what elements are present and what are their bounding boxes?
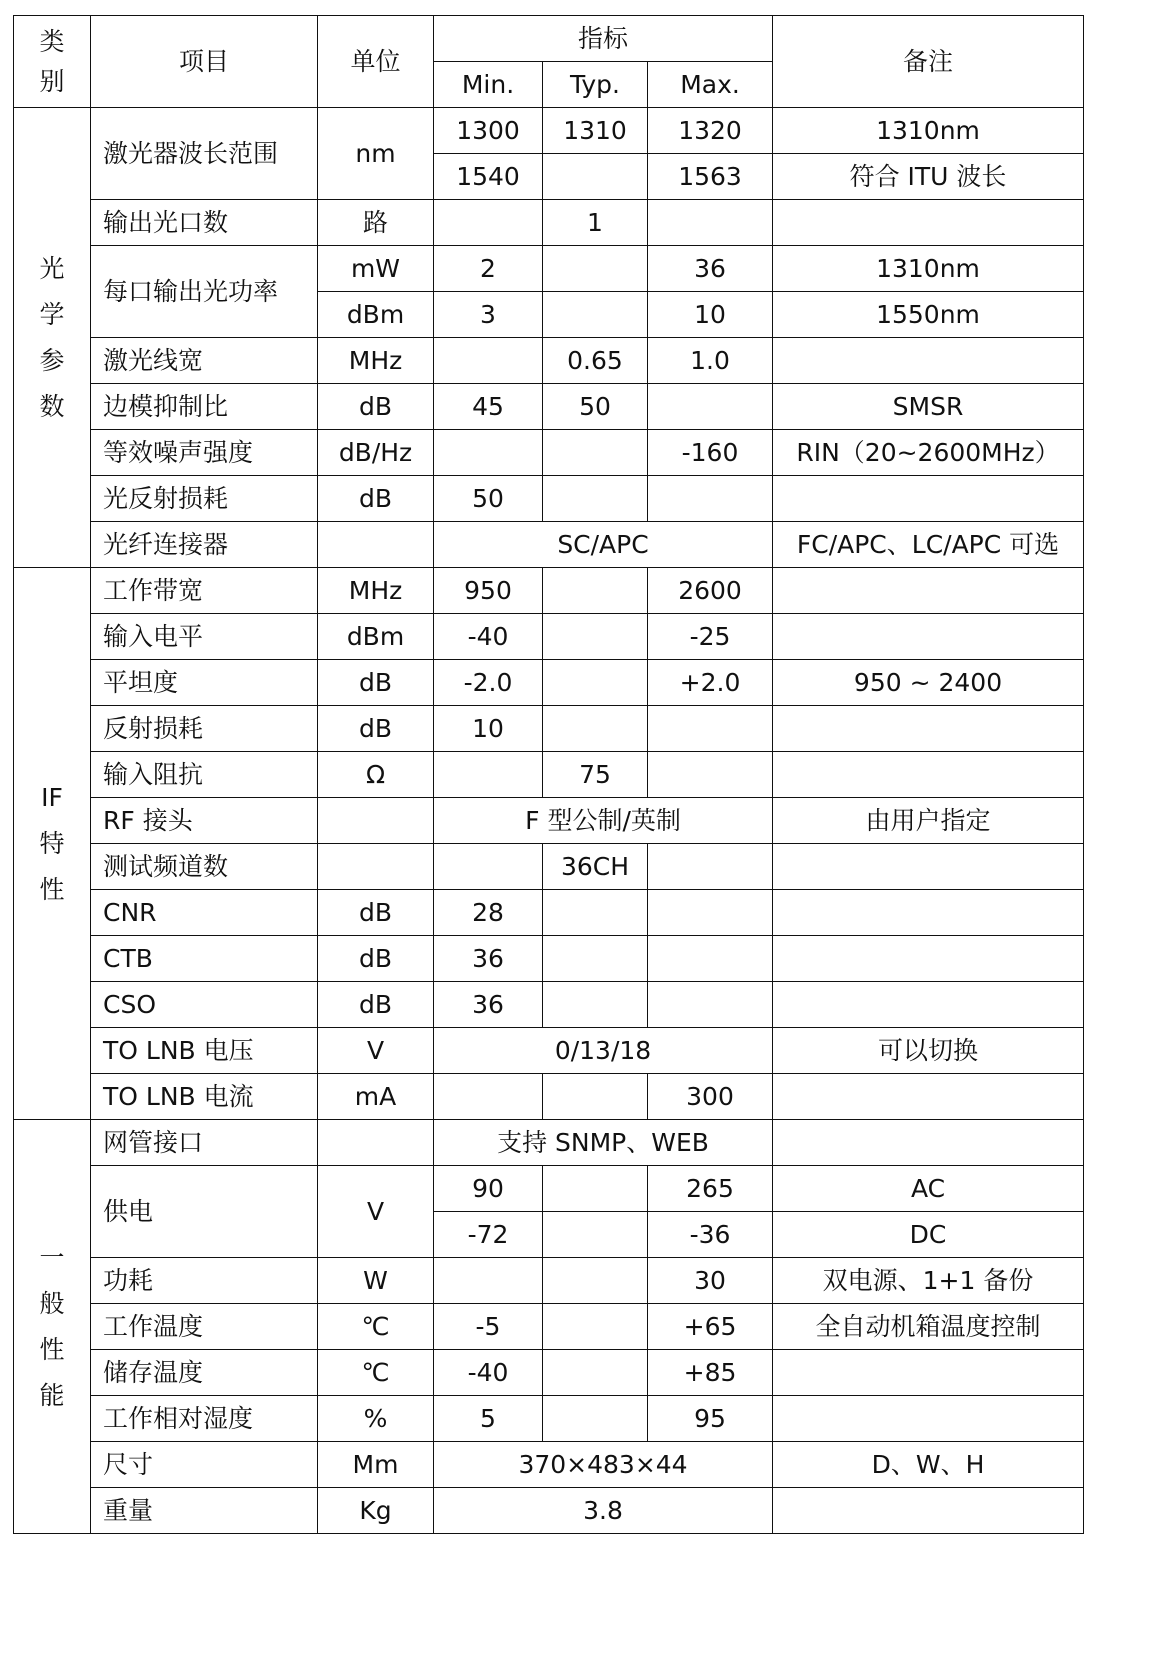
typ-cell (543, 430, 648, 476)
typ-cell: 1310 (543, 108, 648, 154)
min-cell (434, 1258, 543, 1304)
unit-cell: nm (318, 108, 434, 200)
max-cell (648, 936, 773, 982)
max-cell: 300 (648, 1074, 773, 1120)
unit-cell (318, 1120, 434, 1166)
remark-cell (773, 200, 1084, 246)
category-optical: 光学参数 (14, 108, 91, 568)
max-cell: -25 (648, 614, 773, 660)
min-cell (434, 1074, 543, 1120)
unit-cell: V (318, 1166, 434, 1258)
typ-cell (543, 660, 648, 706)
item-cell: 供电 (91, 1166, 318, 1258)
spec-merged-cell: F 型公制/英制 (434, 798, 773, 844)
typ-cell (543, 1350, 648, 1396)
table-row (14, 1074, 1084, 1120)
item-cell: 输入电平 (91, 614, 318, 660)
table-row (14, 200, 1084, 246)
item-cell: 边模抑制比 (91, 384, 318, 430)
unit-cell: dB (318, 890, 434, 936)
table-row (14, 568, 1084, 614)
max-cell: 2600 (648, 568, 773, 614)
remark-cell (773, 1488, 1084, 1534)
remark-cell: SMSR (773, 384, 1084, 430)
item-cell: 激光线宽 (91, 338, 318, 384)
table-row (14, 338, 1084, 384)
min-cell: -40 (434, 614, 543, 660)
spec-merged-cell: 0/13/18 (434, 1028, 773, 1074)
unit-cell: Kg (318, 1488, 434, 1534)
item-cell: 光反射损耗 (91, 476, 318, 522)
header-spec: 指标 (434, 16, 773, 62)
typ-cell (543, 292, 648, 338)
max-cell (648, 476, 773, 522)
typ-cell (543, 1258, 648, 1304)
remark-cell (773, 844, 1084, 890)
spec-merged-cell: 370×483×44 (434, 1442, 773, 1488)
table-row (14, 108, 1084, 154)
item-cell: 重量 (91, 1488, 318, 1534)
item-cell: CNR (91, 890, 318, 936)
table-row (14, 1396, 1084, 1442)
unit-cell: dB (318, 384, 434, 430)
typ-cell (543, 246, 648, 292)
min-cell: 90 (434, 1166, 543, 1212)
header-unit: 单位 (318, 16, 434, 108)
remark-cell: D、W、H (773, 1442, 1084, 1488)
remark-cell (773, 890, 1084, 936)
remark-cell (773, 568, 1084, 614)
min-cell: 36 (434, 936, 543, 982)
remark-cell: 1550nm (773, 292, 1084, 338)
remark-cell: FC/APC、LC/APC 可选 (773, 522, 1084, 568)
table-row (14, 430, 1084, 476)
typ-cell: 36CH (543, 844, 648, 890)
remark-cell (773, 1120, 1084, 1166)
unit-cell: % (318, 1396, 434, 1442)
max-cell: 1320 (648, 108, 773, 154)
typ-cell (543, 936, 648, 982)
item-cell: 工作温度 (91, 1304, 318, 1350)
remark-cell (773, 1350, 1084, 1396)
min-cell (434, 752, 543, 798)
item-cell: 网管接口 (91, 1120, 318, 1166)
item-cell: CSO (91, 982, 318, 1028)
remark-cell (773, 752, 1084, 798)
typ-cell (543, 1166, 648, 1212)
max-cell (648, 890, 773, 936)
typ-cell (543, 614, 648, 660)
remark-cell: RIN（20~2600MHz） (773, 430, 1084, 476)
header-remark: 备注 (773, 16, 1084, 108)
max-cell: 1563 (648, 154, 773, 200)
min-cell: 1300 (434, 108, 543, 154)
unit-cell: MHz (318, 568, 434, 614)
item-cell: 每口输出光功率 (91, 246, 318, 338)
unit-cell: dB (318, 476, 434, 522)
table-row (14, 1028, 1084, 1074)
spec-table (13, 15, 1084, 1534)
unit-cell (318, 522, 434, 568)
header-max: Max. (648, 62, 773, 108)
table-row (14, 798, 1084, 844)
table-row (14, 1488, 1084, 1534)
table-row (14, 522, 1084, 568)
min-cell: 50 (434, 476, 543, 522)
item-cell: TO LNB 电流 (91, 1074, 318, 1120)
unit-cell: ℃ (318, 1350, 434, 1396)
unit-cell: ℃ (318, 1304, 434, 1350)
unit-cell: dB (318, 706, 434, 752)
table-row (14, 1442, 1084, 1488)
unit-cell: dBm (318, 614, 434, 660)
remark-cell (773, 476, 1084, 522)
item-cell: 反射损耗 (91, 706, 318, 752)
max-cell (648, 982, 773, 1028)
category-if: IF 特 性 (14, 568, 91, 1120)
min-cell: -40 (434, 1350, 543, 1396)
item-cell: TO LNB 电压 (91, 1028, 318, 1074)
typ-cell (543, 1396, 648, 1442)
typ-cell: 50 (543, 384, 648, 430)
max-cell (648, 200, 773, 246)
min-cell: 950 (434, 568, 543, 614)
max-cell: +85 (648, 1350, 773, 1396)
min-cell (434, 338, 543, 384)
min-cell: 10 (434, 706, 543, 752)
item-cell: CTB (91, 936, 318, 982)
spec-merged-cell: 支持 SNMP、WEB (434, 1120, 773, 1166)
remark-cell (773, 936, 1084, 982)
table-row (14, 1120, 1084, 1166)
max-cell: -36 (648, 1212, 773, 1258)
item-cell: 激光器波长范围 (91, 108, 318, 200)
unit-cell: Ω (318, 752, 434, 798)
min-cell: 45 (434, 384, 543, 430)
item-cell: 测试频道数 (91, 844, 318, 890)
spec-merged-cell: 3.8 (434, 1488, 773, 1534)
table-row (14, 246, 1084, 292)
table-row (14, 982, 1084, 1028)
min-cell (434, 200, 543, 246)
min-cell (434, 844, 543, 890)
item-cell: 储存温度 (91, 1350, 318, 1396)
max-cell: 30 (648, 1258, 773, 1304)
remark-cell: 可以切换 (773, 1028, 1084, 1074)
typ-cell (543, 1074, 648, 1120)
remark-cell (773, 1074, 1084, 1120)
unit-cell: dBm (318, 292, 434, 338)
max-cell: -160 (648, 430, 773, 476)
typ-cell: 1 (543, 200, 648, 246)
remark-cell (773, 338, 1084, 384)
typ-cell (543, 890, 648, 936)
min-cell: 36 (434, 982, 543, 1028)
header-row-1 (14, 16, 1084, 62)
item-cell: 等效噪声强度 (91, 430, 318, 476)
min-cell: -72 (434, 1212, 543, 1258)
category-general: 一般性能 (14, 1120, 91, 1534)
max-cell: 95 (648, 1396, 773, 1442)
typ-cell (543, 1212, 648, 1258)
remark-cell: 符合 ITU 波长 (773, 154, 1084, 200)
unit-cell (318, 844, 434, 890)
min-cell: 5 (434, 1396, 543, 1442)
min-cell: 28 (434, 890, 543, 936)
remark-cell: 由用户指定 (773, 798, 1084, 844)
unit-cell: MHz (318, 338, 434, 384)
table-row (14, 660, 1084, 706)
remark-cell: 950 ~ 2400 (773, 660, 1084, 706)
table-row (14, 1258, 1084, 1304)
item-cell: 平坦度 (91, 660, 318, 706)
table-row (14, 890, 1084, 936)
table-row (14, 1166, 1084, 1212)
remark-cell: 全自动机箱温度控制 (773, 1304, 1084, 1350)
min-cell (434, 430, 543, 476)
max-cell (648, 384, 773, 430)
typ-cell (543, 476, 648, 522)
remark-cell: DC (773, 1212, 1084, 1258)
header-typ: Typ. (543, 62, 648, 108)
max-cell: 10 (648, 292, 773, 338)
unit-cell: dB (318, 936, 434, 982)
min-cell: 2 (434, 246, 543, 292)
max-cell: 1.0 (648, 338, 773, 384)
table-row (14, 384, 1084, 430)
max-cell: 36 (648, 246, 773, 292)
min-cell: -5 (434, 1304, 543, 1350)
item-cell: 输入阻抗 (91, 752, 318, 798)
max-cell (648, 706, 773, 752)
remark-cell: 双电源、1+1 备份 (773, 1258, 1084, 1304)
unit-cell: W (318, 1258, 434, 1304)
typ-cell (543, 154, 648, 200)
typ-cell (543, 1304, 648, 1350)
table-row (14, 936, 1084, 982)
max-cell: +65 (648, 1304, 773, 1350)
table-row (14, 752, 1084, 798)
remark-cell: 1310nm (773, 246, 1084, 292)
unit-cell (318, 798, 434, 844)
item-cell: 光纤连接器 (91, 522, 318, 568)
max-cell (648, 752, 773, 798)
typ-cell: 75 (543, 752, 648, 798)
typ-cell: 0.65 (543, 338, 648, 384)
table-row (14, 706, 1084, 752)
spec-merged-cell: SC/APC (434, 522, 773, 568)
remark-cell (773, 614, 1084, 660)
remark-cell: 1310nm (773, 108, 1084, 154)
unit-cell: dB (318, 982, 434, 1028)
remark-cell: AC (773, 1166, 1084, 1212)
item-cell: RF 接头 (91, 798, 318, 844)
table-row (14, 1350, 1084, 1396)
table-row (14, 844, 1084, 890)
typ-cell (543, 568, 648, 614)
unit-cell: Mm (318, 1442, 434, 1488)
max-cell (648, 844, 773, 890)
unit-cell: dB/Hz (318, 430, 434, 476)
max-cell: 265 (648, 1166, 773, 1212)
max-cell: +2.0 (648, 660, 773, 706)
table-row (14, 614, 1084, 660)
item-cell: 输出光口数 (91, 200, 318, 246)
item-cell: 工作相对湿度 (91, 1396, 318, 1442)
unit-cell: 路 (318, 200, 434, 246)
unit-cell: mA (318, 1074, 434, 1120)
header-category: 类别 (14, 16, 91, 108)
item-cell: 工作带宽 (91, 568, 318, 614)
typ-cell (543, 982, 648, 1028)
remark-cell (773, 982, 1084, 1028)
header-min: Min. (434, 62, 543, 108)
item-cell: 功耗 (91, 1258, 318, 1304)
header-item: 项目 (91, 16, 318, 108)
typ-cell (543, 706, 648, 752)
unit-cell: V (318, 1028, 434, 1074)
min-cell: 3 (434, 292, 543, 338)
item-cell: 尺寸 (91, 1442, 318, 1488)
min-cell: 1540 (434, 154, 543, 200)
unit-cell: mW (318, 246, 434, 292)
remark-cell (773, 706, 1084, 752)
table-row (14, 476, 1084, 522)
min-cell: -2.0 (434, 660, 543, 706)
table-row (14, 1304, 1084, 1350)
unit-cell: dB (318, 660, 434, 706)
remark-cell (773, 1396, 1084, 1442)
